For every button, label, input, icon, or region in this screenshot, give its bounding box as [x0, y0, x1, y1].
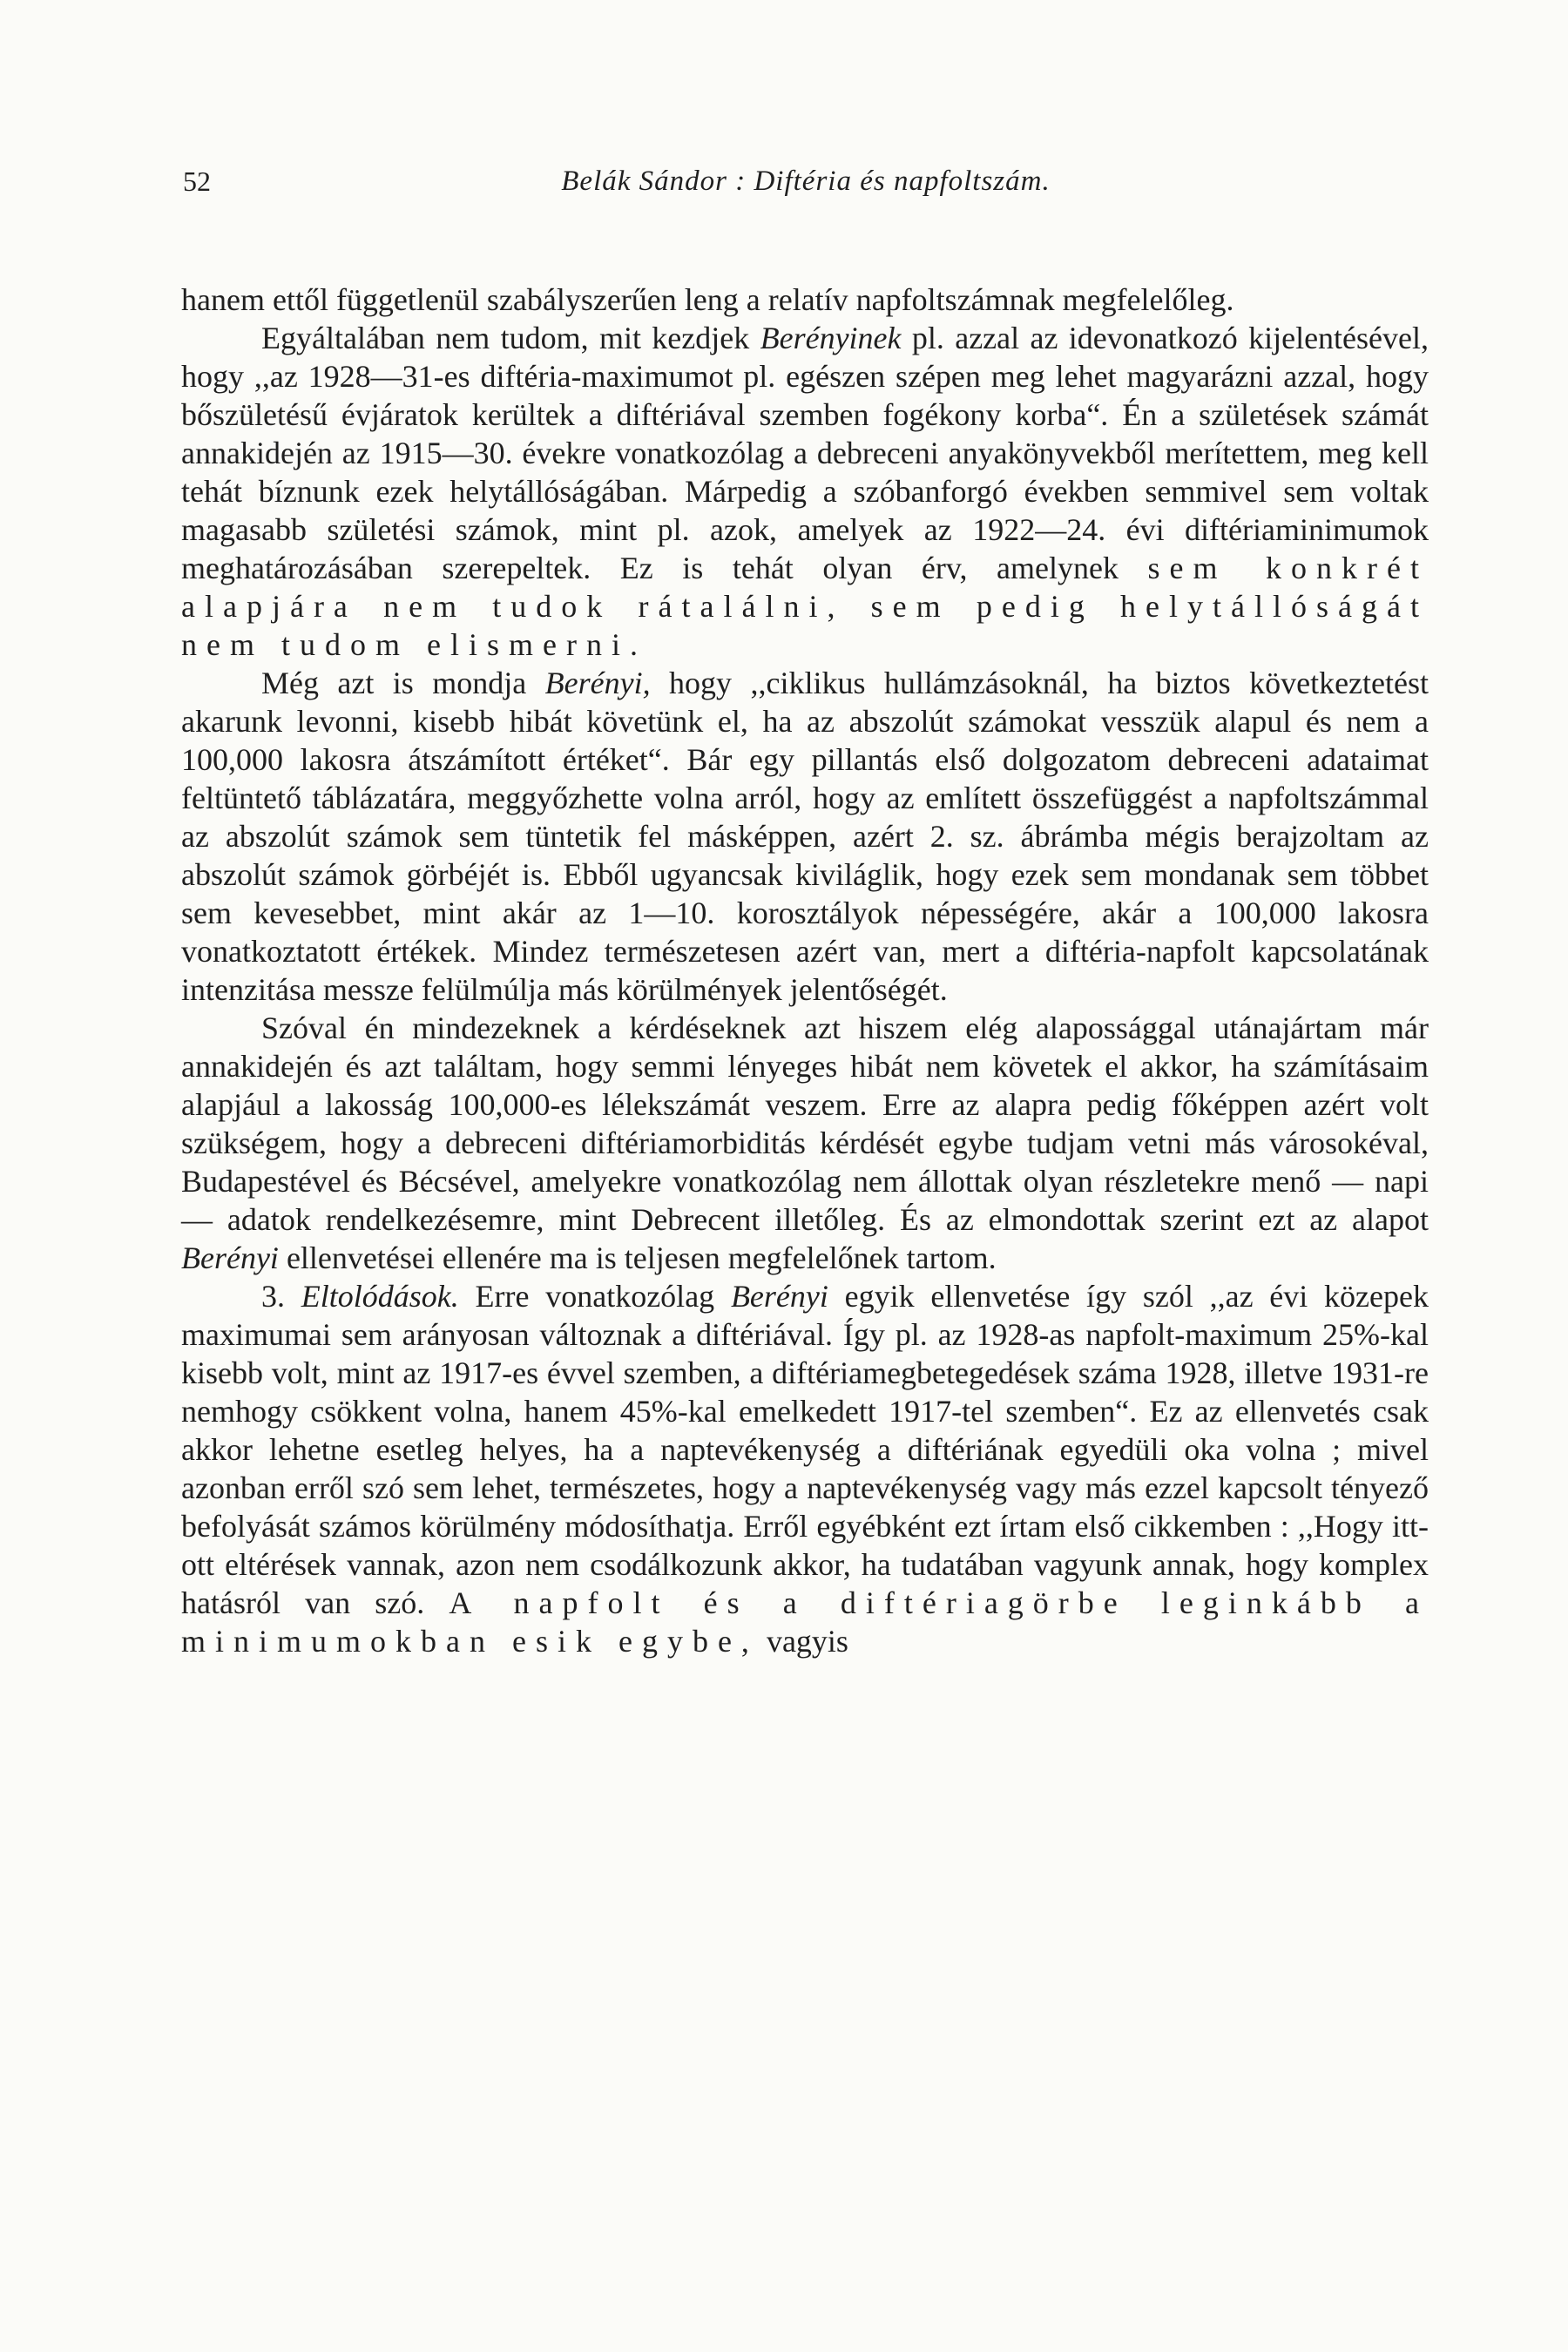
running-title: Belák Sándor : Diftéria és napfoltszám. — [561, 166, 1051, 197]
body-text — [181, 280, 1429, 1660]
page-number: 52 — [183, 166, 211, 197]
paragraph-text: Egyáltalában nem tudom, mit kezdjek — [261, 321, 760, 355]
paragraph-text: hanem ettől függetlenül szabályszerűen leng a relatív napfoltszámnak megfelelőleg. — [181, 282, 1234, 317]
page-header — [183, 164, 1429, 216]
paragraph-text: egyik ellenvetése így szól ,,az évi közepek maximumai sem arányosan változnak a diftériával. Így pl. az 1928-as napfolt-maximum 25%-kal kisebb volt, mint az 1917-es évvel szemben, a diftériamegbetegedések száma 1928, illetve 1931-re nemhogy csökkent volna, hanem 45%-kal emelkedett 1917-tel szemben“. Ez az ellenvetés csak akkor lehetne esetleg helyes, ha a naptevékenység a diftériának egyedüli oka volna ; mivel azonban erről szó sem lehet, természetes, hogy a naptevékenység vagy más ezzel kapcsolt tényező befolyását számos körülmény módosíthatja. Erről egyébként ezt írtam első cikkemben : ,,Hogy itt-ott eltérések vannak, azon nem csodálkozunk akkor, ha tudatában vagyunk annak, hogy komplex hatásról van szó. — [181, 1279, 1429, 1620]
paragraph-text: Erre vonatkozólag — [458, 1279, 731, 1314]
spaced-emphasis: sem konkrét alapjára nem tudok rátalálni, sem pedig helytállóságát nem tudom elismerni. — [181, 551, 1429, 662]
paragraph-3 — [181, 664, 1429, 1009]
paragraph-text: 3. — [261, 1279, 301, 1314]
italic-name: Berényinek — [760, 321, 902, 355]
paragraph-4 — [181, 1009, 1429, 1277]
paragraph-5 — [181, 1277, 1429, 1660]
section-heading-italic: Eltolódások. — [301, 1279, 459, 1314]
paragraph-text: hogy ,,ciklikus hullámzásoknál, ha biztos következtetést akarunk levonni, kisebb hibát követünk el, ha az abszolút számokat vesszük alapul és nem a 100,000 lakosra átszámított értéket“. Bár egy pillantás első dolgozatom debreceni adataimat feltüntető táblázatára, meggyőzhette volna arról, hogy az említett összefüggést a napfoltszámmal az abszolút számok sem tüntetik fel másképpen, azért 2. sz. ábrámba mégis berajzoltam az abszolút számok görbéjét is. Ebből ugyancsak kiviláglik, hogy ezek sem mondanak sem többet sem kevesebbet, mint akár az 1—10. korosztályok népességére, akár a 100,000 lakosra vonatkoztatott értékek. Mindez természetesen azért van, mert a diftéria-napfolt kapcsolatának intenzitása messze felülmúlja más körülmények jelentőségét. — [181, 666, 1429, 1007]
spaced-emphasis: A napfolt és a diftériagörbe leginkább a minimumokban esik egybe, — [181, 1585, 1429, 1659]
paragraph-text: pl. azzal az idevonatkozó kijelentésével, hogy ,,az 1928—31-es diftéria-maximumot pl. egészen szépen meg lehet magyarázni azzal, hogy bőszületésű évjáratok kerültek a diftériával szemben fogékony korba“. Én a születések számát annakidején az 1915—30. évekre vonatkozólag a debreceni anyakönyvekből merítettem, meg kell tehát bíznunk ezek helytállóságában. Márpedig a szóbanforgó években semmivel sem voltak magasabb születési számok, mint pl. azok, amelyek az 1922—24. évi diftériaminimumok meghatározásában szerepeltek. Ez is tehát olyan érv, amelynek — [181, 321, 1429, 585]
paragraph-text: ellenvetései ellenére ma is teljesen megfelelőnek tartom. — [278, 1240, 997, 1275]
paragraph-text: Szóval én mindezeknek a kérdéseknek azt hiszem elég alapossággal utánajártam már annakidején és azt találtam, hogy semmi lényeges hibát nem követek el akkor, ha számításaim alapjául a lakosság 100,000-es lélekszámát veszem. Erre az alapra pedig főképpen azért volt szükségem, hogy a debreceni diftériamorbiditás kérdését egybe tudjam vetni más városokéval, Budapestével és Bécsével, amelyekre vonatkozólag nem állottak olyan részletekre menő — napi — adatok rendelkezésemre, mint Debrecent illetőleg. És az elmondottak szerint ezt az alapot — [181, 1010, 1429, 1237]
paragraph-1 — [181, 280, 1429, 319]
paragraph-text: Még azt is mondja — [261, 666, 545, 700]
italic-name: Berényi — [730, 1279, 828, 1314]
italic-name: Berényi — [181, 1240, 279, 1275]
italic-name: Berényi, — [544, 666, 651, 700]
paragraph-2 — [181, 319, 1429, 664]
paragraph-text: vagyis — [758, 1624, 848, 1659]
